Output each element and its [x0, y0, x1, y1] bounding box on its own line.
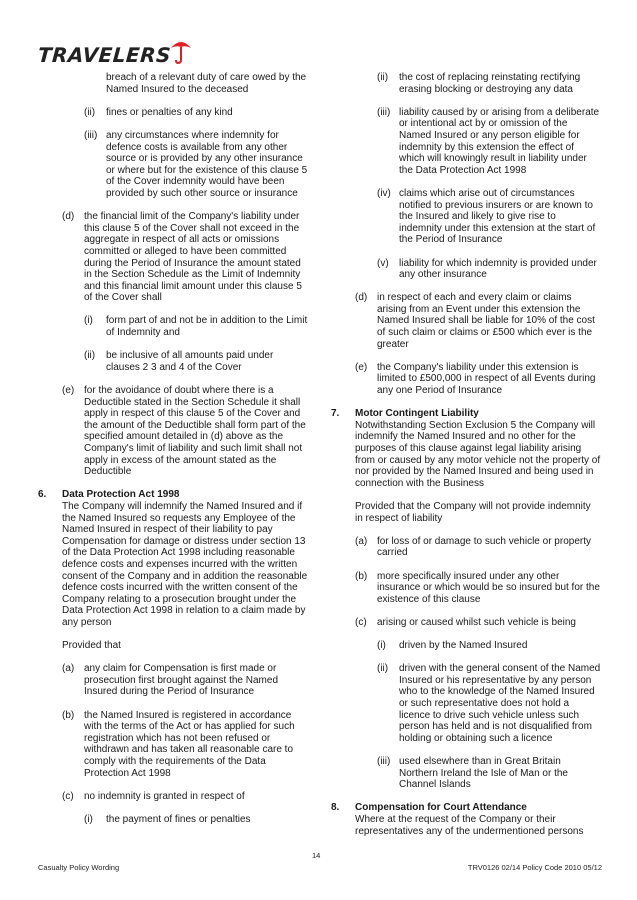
- umbrella-icon: [169, 38, 193, 64]
- list-item: (c) no indemnity is granted in respect of: [62, 790, 245, 802]
- left-column: [38, 72, 308, 837]
- list-item: (iii) any circumstances where indemnity for defence costs is available from any other source or is provided by any other insurance or where but for the existence of this clause 5 of the Cover indemnity would have been provided by such other source or insurance: [84, 129, 308, 199]
- list-item: (a) any claim for Compensation is first made or prosecution first brought against the Named Insured during the Period of Insurance: [62, 663, 278, 698]
- list-item: (ii) be inclusive of all amounts paid under clauses 2 3 and 4 of the Cover: [84, 350, 274, 373]
- list-item: (i) form part of and not be in addition to the Limit of Indemnity and: [84, 315, 308, 339]
- list-item: (c) arising or caused whilst such vehicle is being: [355, 616, 576, 628]
- list-item: (e) the Company's liability under this extension is limited to £500,000 in respect of all Events during any one Period of Insurance: [355, 361, 596, 397]
- list-item: (e) for the avoidance of doubt where there is a Deductible stated in the Section Schedule it shall apply in respect of this clause 5 of the Cover and the amount of the Deductible shall form part of the specified amount detailed in (d) above as the Company's limit of liability and such limit shall not apply in excess of the amount stated as the Deductible: [62, 385, 306, 478]
- section-title: Data Protection Act 1998: [62, 489, 180, 501]
- list-item: (iv) claims which arise out of circumstances notified to previous insurers or are known to the Insured and likely to give rise to indemnity under this extension at the start of the Period of Insurance: [377, 187, 596, 246]
- section-6: [38, 489, 308, 628]
- list-item: (d) in respect of each and every claim or claims arising from an Event under this extension the Named Insured shall be liable for 10% of the cost of such claim or claims or £500 which ever is the greater: [355, 292, 595, 350]
- right-column: [331, 72, 601, 837]
- list-item: (d) the financial limit of the Company's liability under this clause 5 of the Cover shall not exceed in the aggregate in respect of all acts or omissions committed or alleged to have been committed during the Period of Insurance the amount stated in the Section Schedule as the Limit of Indemnity and this financial limit amount under this clause 5 of the Cover shall: [62, 211, 302, 304]
- list-item: (iii) liability caused by or arising from a deliberate or intentional act by or omission of the Named Insured or any person eligible for indemnity by this extension the effect of which will knowingly result in liability under the Data Protection Act 1998: [377, 106, 600, 176]
- section-body: Where at the request of the Company or their representatives any of the undermentioned persons: [355, 814, 584, 837]
- footer-code: TRV0126 02/14 Policy Code 2010 05/12: [467, 863, 602, 872]
- section-number: 8.: [331, 802, 340, 814]
- brand-name: TRAVELERS: [37, 43, 172, 67]
- section-number: 7.: [331, 408, 340, 420]
- section-body: The Company will indemnify the Named Insured and if the Named Insured so requests any Employee of the Named Insured in respect of their liability to pay Compensation for damage or distress under section 13 of the Data Protection Act 1998 including reasonable defence costs and expenses incurred with the written consent of the Company and in addition the reasonable defence costs incurred with the written consent of the Company relating to a prosecution brought under the Data Protection Act 1998 in relation to a claim made by any person: [62, 500, 308, 628]
- list-item: (ii) driven with the general consent of the Named Insured or his representative by any person who to the knowledge of the Named Insured or such representative does not hold a licence to drive such vehicle unless such person has held and is not disqualified from holding or obtaining such a licence: [377, 663, 601, 744]
- section-8: [331, 802, 601, 837]
- list-item: (b) more specifically insured under any other insurance or which would be so insured but for the existence of this clause: [355, 570, 600, 605]
- provided-that: Provided that the Company will not provide indemnity in respect of liability: [355, 500, 591, 524]
- list-item: (ii) the cost of replacing reinstating rectifying erasing blocking or destroying any data: [377, 72, 581, 95]
- provided-that: Provided that: [62, 640, 121, 652]
- list-item: (i) the payment of fines or penalties: [84, 814, 251, 825]
- list-item: (b) the Named Insured is registered in accordance with the terms of the Act or has applied for such registration which has not been refused or withdrawn and has taken all reasonable care to comply with the requirements of the Data Protection Act 1998: [62, 709, 295, 779]
- section-body: Notwithstanding Section Exclusion 5 the Company will indemnify the Named Insured and no other for the purposes of this clause against legal liability arising from or caused by any motor vehicle not the property of nor provided by the Named Insured and being used in connection with the Business: [355, 419, 601, 489]
- footer-title: Casualty Policy Wording: [38, 863, 120, 872]
- list-item: (a) for loss of or damage to such vehicle or property carried: [355, 535, 591, 559]
- list-item: (i) driven by the Named Insured: [377, 640, 528, 652]
- section-7: [331, 408, 601, 489]
- section-title: Motor Contingent Liability: [355, 408, 479, 420]
- page-number: 14: [312, 851, 321, 860]
- list-item: (v) liability for which indemnity is provided under any other insurance: [377, 257, 597, 281]
- travelers-logo: [38, 40, 193, 66]
- section-number: 6.: [38, 489, 47, 501]
- list-item: (iii) used elsewhere than in Great Britain Northern Ireland the Isle of Man or the Channel Islands: [377, 756, 568, 791]
- list-item: (ii) fines or penalties of any kind: [84, 106, 233, 118]
- section-title: Compensation for Court Attendance: [355, 802, 527, 814]
- list-item: breach of a relevant duty of care owed by the Named Insured to the deceased: [106, 72, 307, 95]
